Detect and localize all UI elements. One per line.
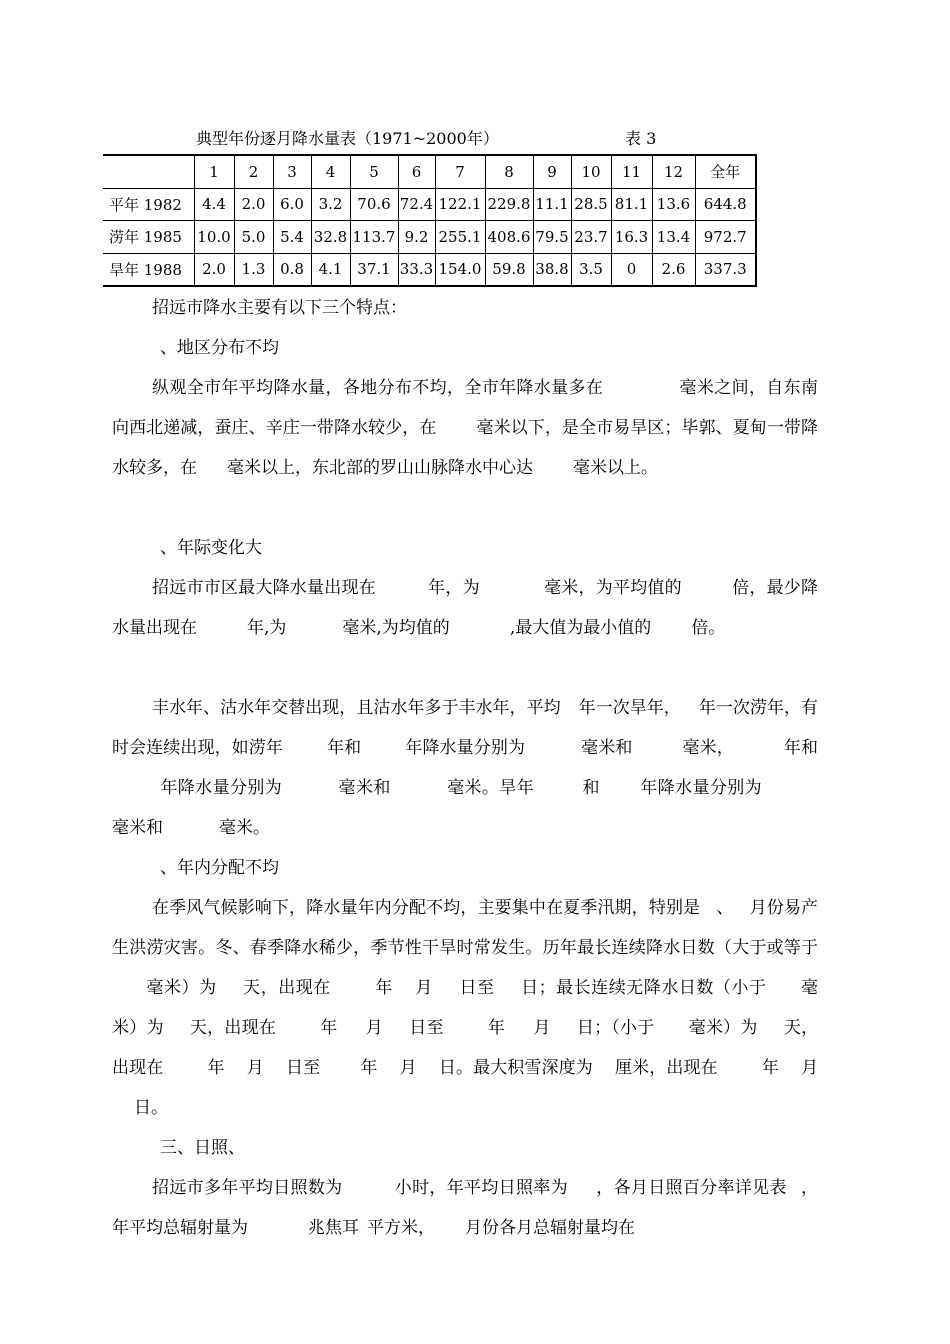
table-header-cell: 6 <box>398 155 435 188</box>
text-run: 年降水量分别为 <box>405 738 526 758</box>
table-cell: 0 <box>611 253 652 286</box>
table-cell: 644.8 <box>695 188 756 221</box>
text-run: 月 <box>533 1018 551 1038</box>
table-header-cell: 3 <box>273 155 311 188</box>
text-run: 年降水量分别为 <box>639 778 763 798</box>
text-run: 年 <box>320 1018 338 1038</box>
table-cell: 154.0 <box>435 253 485 286</box>
section-heading-text: 、地区分布不均 <box>160 338 279 358</box>
intro-text: 招远市降水主要有以下三个特点： <box>152 298 407 318</box>
table-header-cell: 2 <box>234 155 273 188</box>
table-cell: 6.0 <box>273 188 311 221</box>
text-run: 平方米， <box>367 1218 435 1238</box>
text-run: 、 <box>716 898 734 918</box>
table-cell: 2.6 <box>652 253 695 286</box>
table-cell: 4.4 <box>194 188 234 221</box>
text-run: 毫米）为 <box>112 978 819 1038</box>
table-cell: 3.5 <box>571 253 611 286</box>
section-heading-1 <box>160 328 866 368</box>
text-run: 毫米，为平均值的 <box>543 578 682 598</box>
text-run: ,最大值为最小值的 <box>509 618 652 638</box>
table-header-cell: 5 <box>350 155 398 188</box>
text-run: 月 <box>800 1058 819 1078</box>
table-cell: 32.8 <box>311 221 350 254</box>
table-cell: 37.1 <box>350 253 398 286</box>
text-run: 毫米,为均值的 <box>342 618 450 638</box>
table-cell: 72.4 <box>398 188 435 221</box>
table-cell: 255.1 <box>435 221 485 254</box>
section-heading-2 <box>160 528 866 568</box>
table-cell: 33.3 <box>398 253 435 286</box>
table-header-cell: 4 <box>311 155 350 188</box>
table-header-cell: 10 <box>571 155 611 188</box>
table-cell: 23.7 <box>571 221 611 254</box>
text-run: 日。 <box>134 1098 168 1118</box>
text-run: 日；最长连续无降水日数（小于 <box>520 978 767 998</box>
table-cell: 11.1 <box>533 188 571 221</box>
section-heading-text: 、年内分配不均 <box>160 858 279 878</box>
paragraph-distribution <box>112 368 818 488</box>
table-cell: 4.1 <box>311 253 350 286</box>
table-caption <box>0 127 950 151</box>
text-run: 丰水年、沽水年交替出现，且沽水年多于丰水年，平均 <box>152 698 561 718</box>
text-run: 小时，年平均日照率为 <box>394 1178 568 1198</box>
text-run: 招远市多年平均日照数为 <box>152 1178 343 1198</box>
table-header-row <box>103 155 756 188</box>
table-cell: 337.3 <box>695 253 756 286</box>
table-row <box>103 221 756 254</box>
table-header-cell <box>103 155 194 188</box>
section-heading-text: 、年际变化大 <box>160 538 262 558</box>
text-run: 月 <box>414 978 433 998</box>
table-cell: 16.3 <box>611 221 652 254</box>
text-run: 天，出现在 <box>189 1018 277 1038</box>
section-heading-text: 三、日照、 <box>160 1138 245 1158</box>
table-header-cell: 全年 <box>695 155 756 188</box>
text-run: 年 <box>360 1058 378 1078</box>
text-run: 纵观全市年平均降水量，各地分布不均，全市年降水量多在 <box>152 378 604 398</box>
text-run: 兆焦耳 <box>308 1218 359 1238</box>
text-run: 年 <box>761 1058 779 1078</box>
table-cell: 38.8 <box>533 253 571 286</box>
row-label: 涝年 1985 <box>103 221 194 254</box>
table-cell: 5.4 <box>273 221 311 254</box>
table-header-cell: 7 <box>435 155 485 188</box>
paragraph-annual-variation <box>112 568 818 648</box>
table-cell: 2.0 <box>194 253 234 286</box>
table-header-cell: 1 <box>194 155 234 188</box>
text-run: 年 <box>207 1058 225 1078</box>
text-run: 毫米， <box>682 738 734 758</box>
text-run: 厘米，出现在 <box>614 1058 718 1078</box>
table-cell: 70.6 <box>350 188 398 221</box>
table-cell: 28.5 <box>571 188 611 221</box>
text-run: 年 <box>487 1018 506 1038</box>
table-cell: 13.6 <box>652 188 695 221</box>
table-cell: 5.0 <box>234 221 273 254</box>
table-cell: 3.2 <box>311 188 350 221</box>
text-run: ，各月日照百分率详见表 <box>595 1178 787 1198</box>
text-run: 倍。 <box>691 618 726 638</box>
table-row <box>103 253 756 286</box>
paragraph-intra-annual <box>112 888 818 1128</box>
text-run: 年，为 <box>427 578 480 598</box>
text-run: 在季风气候影响下，降水量年内分配不均，主要集中在夏季汛期，特别是 <box>152 898 701 918</box>
intro-paragraph <box>112 288 818 328</box>
table-cell: 79.5 <box>533 221 571 254</box>
table-cell: 13.4 <box>652 221 695 254</box>
table-cell: 9.2 <box>398 221 435 254</box>
text-run: 毫米和 <box>112 818 163 838</box>
table-header-cell: 9 <box>533 155 571 188</box>
text-run: 毫米之间，自东南向西北递减，蚕庄、辛庄一带降水较少，在 <box>112 378 819 438</box>
text-run: 年一次旱年， <box>578 698 681 718</box>
table-cell: 81.1 <box>611 188 652 221</box>
table-cell: 10.0 <box>194 221 234 254</box>
section-heading-4 <box>160 1128 866 1168</box>
paragraph-wet-dry-years <box>112 688 818 848</box>
text-run: 毫米以上。 <box>573 458 658 478</box>
text-run: 毫米。旱年 <box>446 778 535 798</box>
text-run: 日至 <box>458 978 495 998</box>
table-cell: 229.8 <box>485 188 533 221</box>
text-run: 日。最大积雪深度为 <box>438 1058 593 1078</box>
table-header-cell: 8 <box>485 155 533 188</box>
section-heading-3 <box>160 848 866 888</box>
row-label: 平年 1982 <box>103 188 194 221</box>
text-run: 年和 <box>326 738 362 758</box>
text-run: 毫米。 <box>219 818 270 838</box>
text-run: 毫米和 <box>581 738 633 758</box>
text-run: 月份易产生洪涝灾害。冬、春季降水稀少，季节性干旱时常发生。历年最长连续降水日数（大于或等于 <box>112 898 819 958</box>
table-cell: 1.3 <box>234 253 273 286</box>
row-label: 旱年 1988 <box>103 253 194 286</box>
table-cell: 408.6 <box>485 221 533 254</box>
text-run: ，年平均总辐射量为 <box>112 1178 819 1238</box>
text-run: 年和 <box>783 738 819 758</box>
text-run: 年一次涝年，有时会连续出现，如涝年 <box>112 698 819 758</box>
text-run: 月份各月总辐射量均在 <box>465 1218 635 1238</box>
text-run: 月 <box>399 1058 417 1078</box>
table-cell: 122.1 <box>435 188 485 221</box>
text-run: 毫米和 <box>338 778 391 798</box>
table-number: 表 3 <box>625 129 657 148</box>
paragraph-sunshine <box>112 1168 818 1248</box>
text-run: 毫米）为 <box>146 978 217 998</box>
table-cell: 113.7 <box>350 221 398 254</box>
text-run: 毫米以下，是全市易旱区；毕郭、夏甸一带降水较多，在 <box>112 418 819 478</box>
table-cell: 2.0 <box>234 188 273 221</box>
text-run: 毫米）为 <box>688 1018 758 1038</box>
table-title: 典型年份逐月降水量表（1971~2000年） <box>196 129 499 148</box>
table-cell: 0.8 <box>273 253 311 286</box>
text-run: 天，出现在 <box>112 1018 819 1078</box>
table-header-cell: 12 <box>652 155 695 188</box>
text-run: 毫米以上，东北部的罗山山脉降水中心达 <box>227 458 533 478</box>
table-header-cell: 11 <box>611 155 652 188</box>
text-run: 倍，最少降水量出现在 <box>112 578 819 638</box>
text-run: 日；（小于 <box>576 1018 655 1038</box>
text-run: 招远市市区最大降水量出现在 <box>152 578 376 598</box>
table-cell: 59.8 <box>485 253 533 286</box>
text-run: 和 <box>582 778 600 798</box>
table-row <box>103 188 756 221</box>
text-run: 日至 <box>285 1058 321 1078</box>
precipitation-table <box>103 154 757 287</box>
text-run: 年,为 <box>247 618 287 638</box>
text-run: 天，出现在 <box>242 978 331 998</box>
table-cell: 972.7 <box>695 221 756 254</box>
text-run: 月 <box>246 1058 264 1078</box>
text-run: 年 <box>374 978 393 998</box>
text-run: 月 <box>365 1018 383 1038</box>
text-run: 年降水量分别为 <box>160 778 283 798</box>
text-run: 日至 <box>409 1018 444 1038</box>
